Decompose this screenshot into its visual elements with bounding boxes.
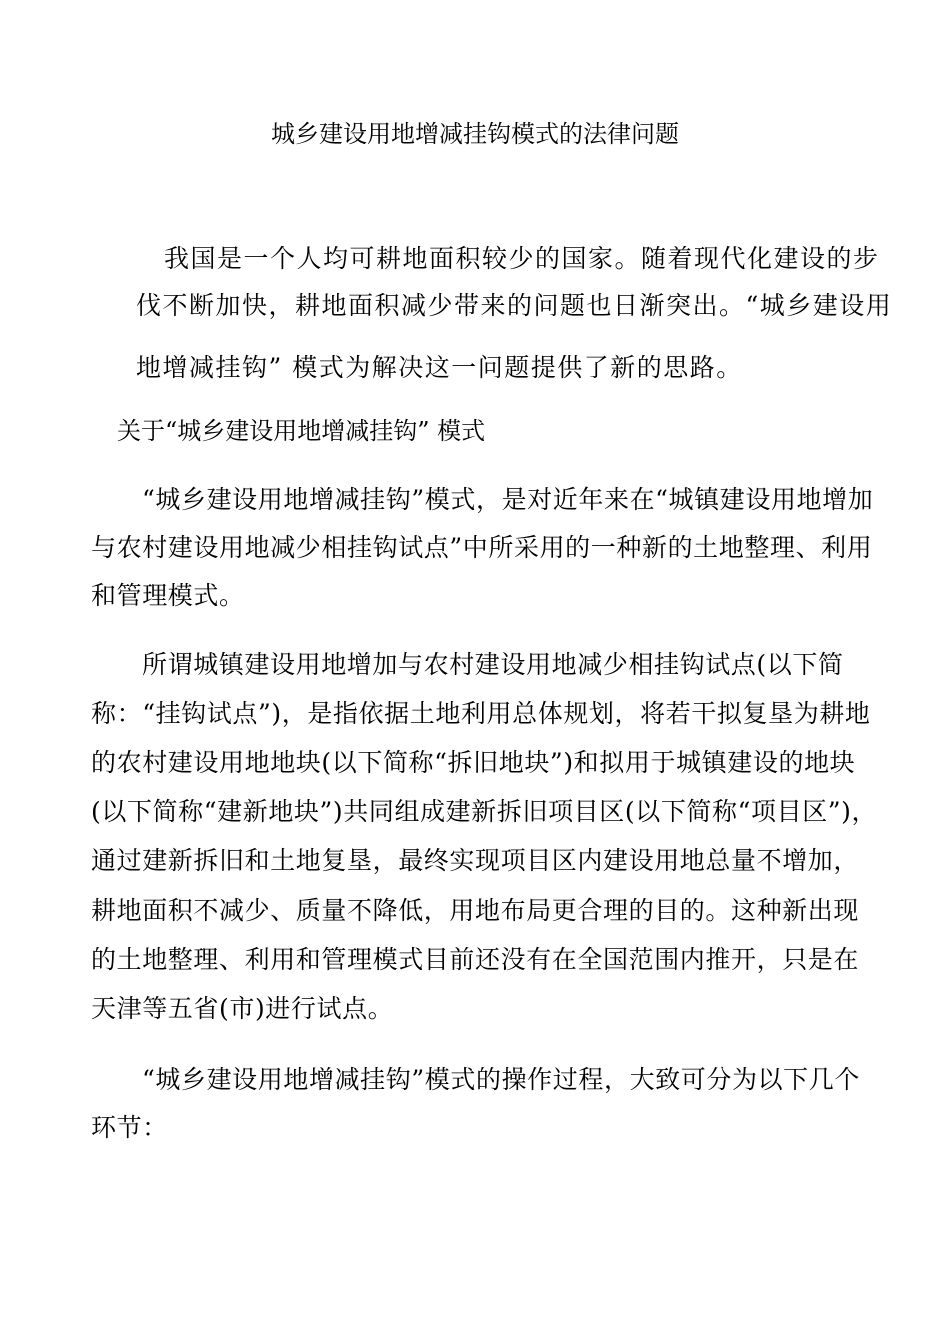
document-title: 城乡建设用地增减挂钩模式的法律问题 [271, 120, 679, 148]
intro-line-1: 我国是一个人均可耕地面积较少的国家。随着现代化建设的步 [164, 244, 880, 273]
para2-line-7: 的土地整理、利用和管理模式目前还没有在全国范围内推开，只是在 [91, 945, 860, 974]
para2-line-4: (以下简称“建新地块”)共同组成建新拆旧项目区(以下简称“项目区”)， [91, 797, 878, 826]
para2-line-3: 的农村建设用地地块(以下简称“拆旧地块”)和拟用于城镇建设的地块 [91, 748, 856, 777]
section-heading: 关于“城乡建设用地增减挂钩” 模式 [117, 417, 486, 445]
para3-line-2: 环节： [91, 1113, 168, 1142]
para1-line-3: 和管理模式。 [91, 581, 245, 610]
para3-line-1: “城乡建设用地增减挂钩”模式的操作过程，大致可分为以下几个 [142, 1065, 860, 1094]
para2-line-8: 天津等五省(市)进行试点。 [91, 994, 394, 1023]
para2-line-5: 通过建新拆旧和土地复垦，最终实现项目区内建设用地总量不增加， [91, 846, 860, 875]
para2-line-2: 称：“挂钩试点”)，是指依据土地利用总体规划，将若干拟复垦为耕地 [91, 699, 871, 728]
para1-line-2: 与农村建设用地减少相挂钩试点”中所采用的一种新的土地整理、利用 [91, 533, 873, 562]
para1-line-1: “城乡建设用地增减挂钩”模式，是对近年来在“城镇建设用地增加 [142, 485, 874, 514]
para2-line-6: 耕地面积不减少、质量不降低，用地布局更合理的目的。这种新出现 [91, 896, 860, 925]
intro-line-3: 地增减挂钩” 模式为解决这一问题提供了新的思路。 [136, 353, 743, 382]
para2-line-1: 所谓城镇建设用地增加与农村建设用地减少相挂钩试点(以下简 [142, 650, 844, 679]
intro-line-2: 伐不断加快，耕地面积减少带来的问题也日渐突出。“城乡建设用 [136, 291, 893, 320]
